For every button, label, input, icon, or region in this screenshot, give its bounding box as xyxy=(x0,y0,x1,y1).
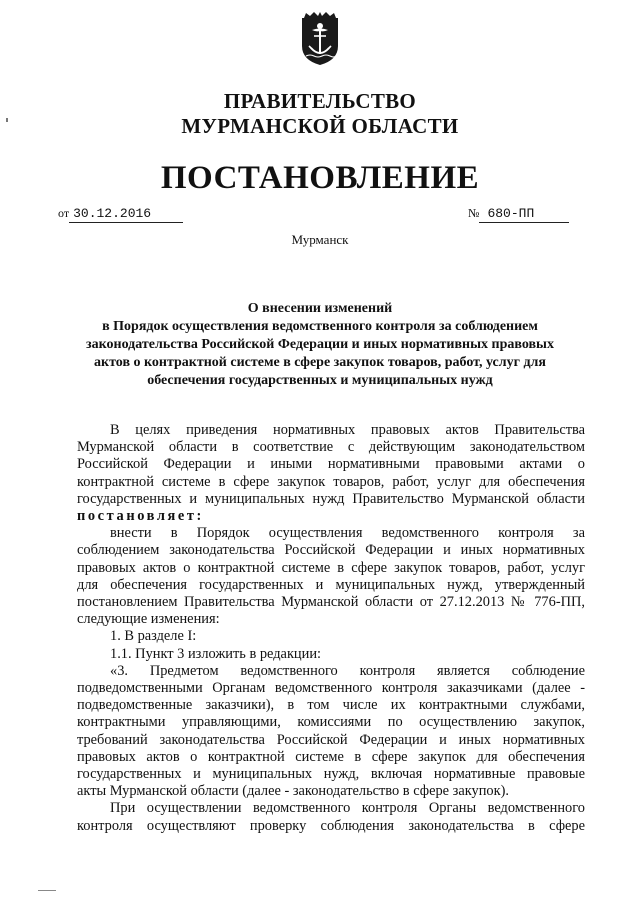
quote-line: контрактными управляющими, комиссиями по осуществлению закупок, xyxy=(77,714,585,731)
date-prefix: от xyxy=(58,206,70,220)
quote-line: правовых актов о контрактной системе в сфере закупок для обеспечения xyxy=(77,748,585,765)
footer-mark xyxy=(38,890,56,891)
quote-line: акты Мурманской области (далее - законодательство в сфере закупок). xyxy=(77,783,509,800)
body-line: государственных и муниципальных нужд Правительство Мурманской области xyxy=(77,490,585,507)
body-line: При осуществлении ведомственного контроля Органы ведомственного xyxy=(110,800,585,817)
body-line: правовых актов о контрактной системе в сфере закупок товаров, работ, услуг xyxy=(77,559,585,576)
government-name-line2: МУРМАНСКОЙ ОБЛАСТИ xyxy=(181,114,459,138)
number-prefix: № xyxy=(468,206,480,220)
body-line: Российской Федерации и иными нормативными правовыми актами о xyxy=(77,456,585,473)
title-line: актов о контрактной системе в сфере закупок товаров, работ, услуг для xyxy=(94,355,546,370)
body-line: контроля осуществляют проверку соблюдения законодательства в сфере xyxy=(77,817,585,834)
resolves-word: постановляет: xyxy=(77,508,204,525)
subsection-item: 1.1. Пункт 3 изложить в редакции: xyxy=(110,645,322,662)
title-line: в Порядок осуществления ведомственного контроля за соблюдением xyxy=(102,319,538,334)
body-line: контрактной системе в сфере закупок товаров, работ, услуг для обеспечения xyxy=(77,473,585,490)
quote-line: государственных и муниципальных нужд, включая нормативные правовые xyxy=(77,766,585,783)
section-item: 1. В разделе I: xyxy=(110,628,197,645)
body-line: В целях приведения нормативных правовых актов Правительства xyxy=(110,422,585,438)
number-field xyxy=(468,206,569,223)
title-line: законодательства Российской Федерации и иных нормативных правовых xyxy=(86,337,554,352)
body-line: следующие изменения: xyxy=(77,611,220,628)
quote-line: подведомственными Органам ведомственного контроля заказчиками (далее - xyxy=(77,680,585,697)
government-name-line1: ПРАВИТЕЛЬСТВО xyxy=(223,89,417,113)
number-value: 680-ПП xyxy=(479,206,569,223)
body-line: постановлением Правительства Мурманской области от 27.12.2013 № 776-ПП, xyxy=(77,594,585,611)
body-line: для обеспечения государственных и муниципальных нужд, утвержденный xyxy=(77,576,585,593)
document-title xyxy=(40,300,600,390)
document-body xyxy=(77,422,585,835)
document-type: ПОСТАНОВЛЕНИЕ xyxy=(160,160,480,196)
body-line: Мурманской области в соответствие с действующим законодательством xyxy=(77,439,585,456)
body-line: соблюдением законодательства Российской Федерации и иных нормативных xyxy=(77,542,585,559)
quote-line: подведомственные заказчики), в том числе их контрактными службами, xyxy=(77,697,585,714)
quote-line: требований законодательства Российской Федерации и иных нормативных xyxy=(77,731,585,748)
date-value: 30.12.2016 xyxy=(69,206,183,223)
date-field xyxy=(58,206,183,223)
city: Мурманск xyxy=(291,232,349,247)
title-line: О внесении изменений xyxy=(247,301,393,316)
murmansk-coat-of-arms-icon xyxy=(300,12,340,66)
body-line: внести в Порядок осуществления ведомственного контроля за xyxy=(110,525,585,542)
title-line: обеспечения государственных и муниципальных нужд xyxy=(147,373,493,388)
quote-line: «3. Предметом ведомственного контроля является соблюдение xyxy=(110,662,585,679)
